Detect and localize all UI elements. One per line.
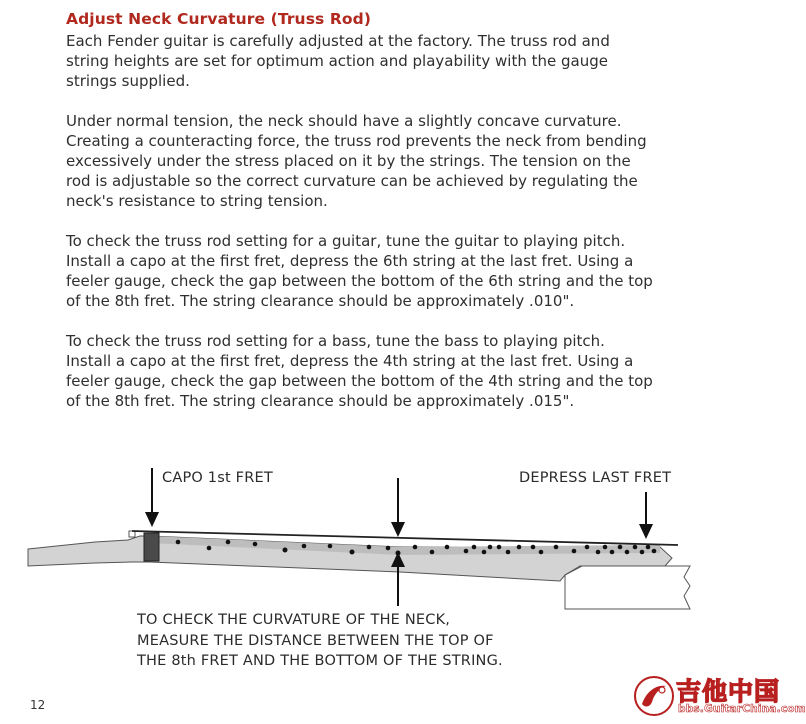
headstock-shape xyxy=(28,536,150,566)
page-number: 12 xyxy=(30,698,46,712)
depress-last-fret-label: DEPRESS LAST FRET xyxy=(519,470,672,486)
capo-label: CAPO 1st FRET xyxy=(162,470,273,486)
capo xyxy=(144,533,159,561)
paragraph-factory-adjustment: Each Fender guitar is carefully adjusted at the factory. The truss rod and string heights are set for optimum action and playability with the gauge strings supplied. xyxy=(66,32,610,90)
guitar-china-logo-icon xyxy=(632,674,676,718)
paragraph-guitar-check: To check the truss rod setting for a guitar, tune the guitar to playing pitch. Install a capo at the first fret, depress the 6th string at the last fret. Using a feeler gauge, check the gap between the bottom of the 6th string and the top of the 8th fret. The string clearance should be approximately .010". xyxy=(66,232,653,310)
guitar-body-block xyxy=(565,566,690,609)
depress-arrow xyxy=(639,492,653,539)
page-title: Adjust Neck Curvature (Truss Rod) xyxy=(66,10,372,28)
watermark-url: bbs.GuitarChina.com xyxy=(678,703,806,715)
diagram-caption: TO CHECK THE CURVATURE OF THE NECK, MEASURE THE DISTANCE BETWEEN THE TOP OF THE 8th FRET AND THE BOTTOM OF THE STRING. xyxy=(137,612,503,669)
paragraph-bass-check: To check the truss rod setting for a bass, tune the bass to playing pitch. Install a capo at the first fret, depress the 4th string at the last fret. Using a feeler gauge, check the gap between the bottom of the 4th string and the top of the 8th fret. The string clearance should be approximately .015". xyxy=(66,332,653,410)
watermark xyxy=(632,672,806,720)
paragraph-neck-curvature: Under normal tension, the neck should have a slightly concave curvature. Creating a counteracting force, the truss rod prevents the neck from bending excessively under the stress placed on it by the strings. The tension on the rod is adjustable so the correct curvature can be achieved by regulating the neck's resistance to string tension. xyxy=(66,112,647,210)
measure-arrow-down xyxy=(391,478,405,537)
capo-arrow xyxy=(145,468,159,527)
watermark-brand: 吉他中国 xyxy=(676,677,781,706)
